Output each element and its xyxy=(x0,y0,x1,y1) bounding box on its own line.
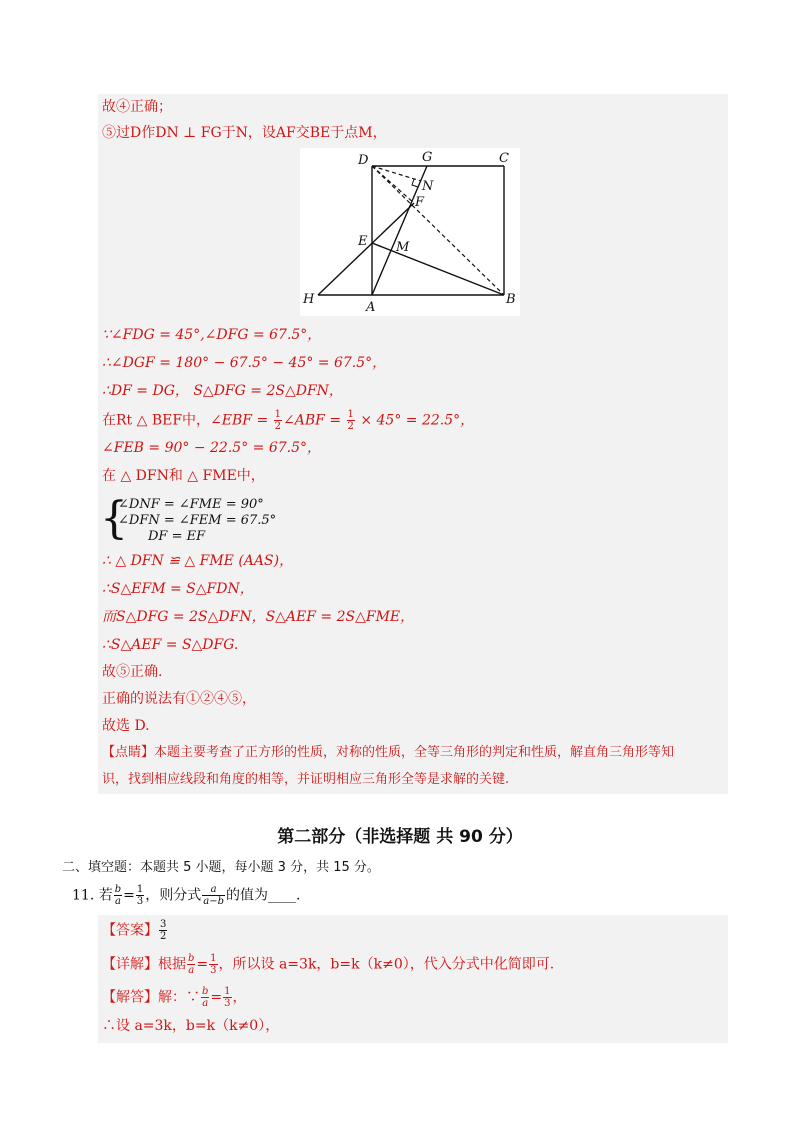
system-line: ∠DFN = ∠FEM = 67.5° xyxy=(118,513,277,528)
text-line: 故选 D. xyxy=(102,718,150,734)
question-11: 11. 若 $\frac{b}{a}$ = $\frac{1}{3}$ ，则分式 $\frac{a}{a-b}$ 的值为____. xyxy=(72,884,301,907)
label-H: H xyxy=(303,292,315,307)
geometry-figure xyxy=(300,148,520,316)
text-line: 识，找到相应线段和角度的相等，并证明相应三角形全等是求解的关键. xyxy=(102,772,510,787)
text-line: 而S△DFG = 2S△DFN，S△AEF = 2S△FME， xyxy=(102,609,415,625)
label-B: B xyxy=(506,292,516,307)
text-line: ∴DF = DG， S△DFG = 2S△DFN， xyxy=(102,383,343,399)
text-line: ∴设 a=3k，b=k（k≠0）， xyxy=(102,1018,280,1034)
text-line: ∴∠DGF = 180° − 67.5° − 45° = 67.5°， xyxy=(102,355,387,371)
label-G: G xyxy=(422,150,433,165)
text-line: 正确的说法有①②④⑤， xyxy=(102,691,256,707)
text-line: 在Rt △ BEF中，∠EBF = $\frac{1}{2}$ ∠ABF = $\frac{1}{2}$ × 45° = 22.5°， xyxy=(102,409,475,432)
label-M: M xyxy=(396,240,410,255)
label-N: N xyxy=(422,179,434,194)
text-line: ⑤过D作DN ⊥ FG于N，设AF交BE于点M， xyxy=(102,125,387,141)
text-line: ∠FEB = 90° − 22.5° = 67.5°， xyxy=(102,440,322,456)
text-line: ∴S△EFM = S△FDN， xyxy=(102,581,254,597)
detail-line: 【详解】根据 $\frac{b}{a}$ = $\frac{1}{3}$ ，所以设 a=3k，b=k（k≠0），代入分式中化简即可. xyxy=(102,953,555,976)
text-line: ∴ △ DFN ≌ △ FME (AAS)， xyxy=(102,553,294,569)
text-line: 【点睛】本题主要考查了正方形的性质，对称的性质，全等三角形的判定和性质，解直角三角形等知 xyxy=(102,745,675,760)
label-C: C xyxy=(499,151,509,166)
system-line: DF = EF xyxy=(148,529,206,544)
label-F: F xyxy=(415,195,425,210)
label-A: A xyxy=(366,300,376,315)
text-line: ∵∠FDG = 45°,∠DFG = 67.5°， xyxy=(102,327,322,343)
text-line: ∴S△AEF = S△DFG. xyxy=(102,637,239,653)
system-line: ∠DNF = ∠FME = 90° xyxy=(118,497,264,512)
text-line: 在 △ DFN和 △ FME中， xyxy=(102,468,265,484)
answer-line: 【答案】 $\frac{3}{2}$ xyxy=(102,919,167,942)
section-heading: 二、填空题：本题共 5 小题，每小题 3 分，共 15 分。 xyxy=(62,860,380,875)
section-title: 第二部分（非选择题 共 90 分） xyxy=(277,827,523,847)
system-brace: { xyxy=(100,493,128,544)
solve-line: 【解答】解：∵ $\frac{b}{a}$ = $\frac{1}{3}$ ， xyxy=(102,986,247,1009)
text-line: 故⑤正确. xyxy=(102,664,163,680)
label-E: E xyxy=(358,234,368,249)
text-line: 故④正确； xyxy=(102,99,172,115)
label-D: D xyxy=(358,153,369,168)
